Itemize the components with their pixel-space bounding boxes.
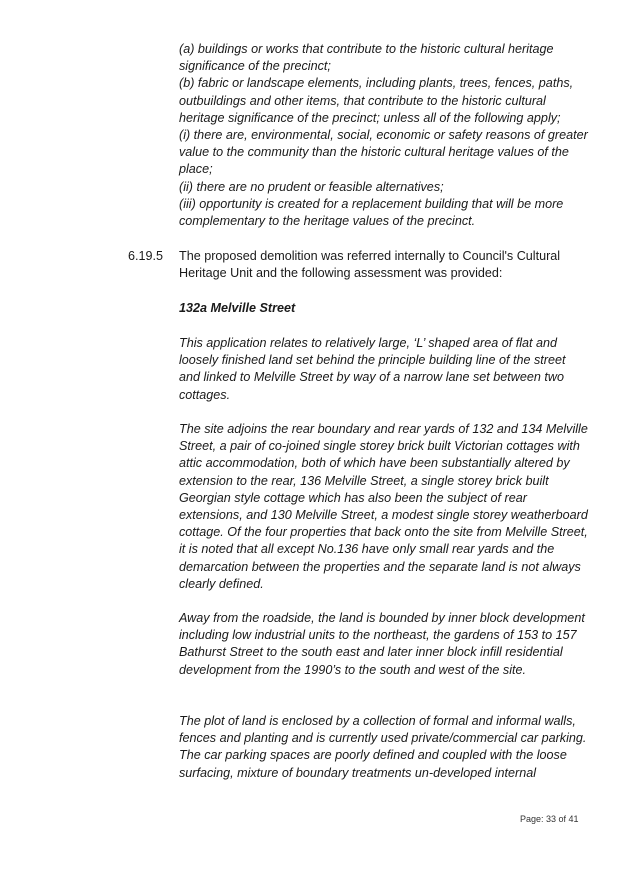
assessment-paragraph: The site adjoins the rear boundary and rear yards of 132 and 134 Melville Street, a pair of co-joined single storey brick built Victorian cottages with attic accommodation, both of which have been substantially altered by extension to the rear, 136 Melville Street, a single storey brick built Georgian style cottage which has also been the subject of rear extensions, and 130 Melville Street, a modest single storey weatherboard cottage. Of the four properties that back onto the site from Melville Street, it is noted that all except No.136 have only small rear yards and the demarcation between the properties and the separate land is not always clearly defined. [179, 422, 588, 591]
criteria-item-i: (i) there are, environmental, social, economic or safety reasons of greater value to the community than the historic cultural heritage values of the place; [179, 128, 588, 177]
section-text: The proposed demolition was referred internally to Council's Cultural Heritage Unit and the following assessment was provided: [179, 249, 561, 281]
heritage-criteria-list [179, 41, 589, 230]
criteria-item-ii: (ii) there are no prudent or feasible alternatives; [179, 179, 444, 194]
assessment-heading: 132a Melville Street [179, 301, 296, 315]
criteria-item-a: (a) buildings or works that contribute to the historic cultural heritage significance of the precinct; [179, 42, 554, 74]
page-number: Page: 33 of 41 [520, 814, 579, 824]
criteria-item-iii: (iii) opportunity is created for a replacement building that will be more complementary to the heritage values of the precinct. [179, 196, 564, 229]
assessment-paragraph: Away from the roadside, the land is bounded by inner block development including low industrial units to the northeast, the gardens of 153 to 157 Bathurst Street to the south east and later inner block infill residential development from the 1990’s to the south and west of the site. [179, 611, 585, 677]
criteria-item-b: (b) fabric or landscape elements, including plants, trees, fences, paths, outbuildings and other items, that contribute to the historic cultural heritage significance of the precinct; unless all of the following apply; [179, 76, 574, 125]
section-number: 6.19.5 [128, 249, 164, 263]
assessment-paragraph: The plot of land is enclosed by a collection of formal and informal walls, fences and planting and is currently used private/commercial car parking. The car parking spaces are poorly defined and coupled with the loose surfacing, mixture of boundary treatments un-developed internal [179, 714, 587, 780]
assessment-paragraph: This application relates to relatively large, ‘L’ shaped area of flat and loosely finished land set behind the principle building line of the street and linked to Melville Street by way of a narrow lane set between two cottages. [179, 336, 566, 402]
